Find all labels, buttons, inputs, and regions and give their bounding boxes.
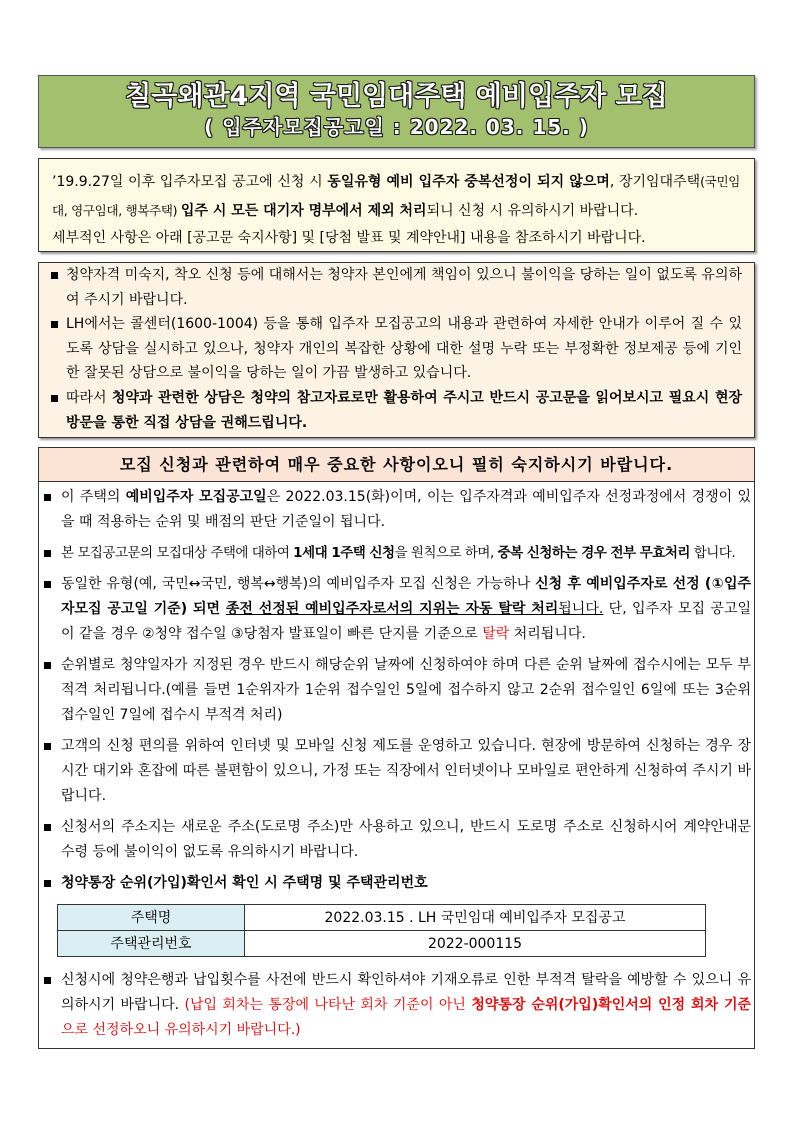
bold-emphasis: 동일유형 예비 입주자 중복선정이 되지 않으며 [327, 174, 610, 190]
list-item [44, 734, 751, 809]
housing-id-value: 2022-000115 [245, 931, 706, 957]
bullet-square-icon [44, 824, 51, 831]
bold-emphasis: 예비입주자 모집공고일 [125, 489, 267, 505]
list-item [44, 968, 751, 1043]
bullet-square-icon [44, 581, 51, 588]
body-text: 고객의 신청 편의를 위하여 인터넷 및 모바일 신청 제도를 운영하고 있습니다. 현장에 방문하여 신청하는 경우 장시간 대기와 혼잡에 따른 불편함이 있으니, 가정 또는 직장에서 인터넷이나 모바일로 편안하게 신청하여 주시기 바랍니다. [61, 738, 751, 804]
bullet-square-icon [44, 662, 51, 669]
section-heading: 모집 신청과 관련하여 매우 중요한 사항이오니 필히 숙지하시기 바랍니다. [39, 448, 754, 482]
page-title: 칠곡왜관4지역 국민임대주택 예비입주자 모집 [125, 81, 668, 112]
list-item [44, 572, 751, 647]
body-text: 단, 입주자 모집 공고일이 같을 경우 ②청약 접수일 ③당첨자 발표일이 빠른 단지를 기준으로 [61, 601, 752, 642]
title-banner [38, 75, 755, 148]
body-text: 신청시에 청약은행과 납입횟수를 사전에 반드시 확인하셔야 기재오류로 인한 부적격 탈락을 예방할 수 있으니 유의하시기 바랍니다. [61, 972, 751, 1013]
duplicate-selection-notice [38, 158, 755, 252]
housing-name-label: 주택명 [58, 905, 245, 931]
list-item [44, 541, 751, 566]
housing-info-table [57, 904, 706, 957]
list-item [51, 263, 742, 312]
body-text: 순위별로 청약일자가 지정된 경우 반드시 해당순위 날짜에 신청하여야 하며 다른 순위 날짜에 접수시에는 모두 부적격 처리됩니다.(예를 들면 1순위자가 1순위 접수일인 5일에 접수하지 않고 2순위 접수일인 6일에 또는 3순위 접수일인 7일에 접수시 부적격 처리) [61, 657, 751, 723]
bullet-square-icon [44, 494, 51, 501]
announcement-date-subtitle: ( 입주자모집공고일 : 2022. 03. 15. ) [204, 115, 589, 139]
bold-emphasis: 중복 신청하는 경우 전부 무효처리 [497, 545, 690, 561]
bullet-square-icon [51, 321, 58, 328]
body-text: ’19.9.27일 이후 입주자모집 공고에 신청 시 [52, 174, 328, 190]
body-text: 세부적인 사항은 아래 [공고문 숙지사항] 및 [당첨 발표 및 계약안내] 내용을 참조하시기 바랍니다. [52, 230, 646, 246]
list-item [44, 485, 751, 535]
bold-emphasis: 1세대 1주택 신청 [293, 545, 395, 561]
bold-emphasis: 청약과 관련한 상담은 청약의 참고자료로만 활용하여 주시고 반드시 공고문을 읽어보시고 필요시 현장방문을 통한 직접 상담을 권해드립니다. [66, 389, 742, 431]
body-text: 청약자격 미숙지, 착오 신청 등에 대해서는 청약자 본인에게 책임이 있으니 불이익을 당하는 일이 없도록 유의하여 주시기 바랍니다. [66, 267, 742, 308]
body-text: 합니다. [689, 545, 736, 561]
bullet-square-icon [44, 743, 51, 750]
bullet-square-icon [44, 550, 51, 557]
housing-id-label: 주택관리번호 [58, 931, 245, 957]
red-warning-text: 탈락 [482, 626, 510, 642]
list-item [44, 871, 751, 896]
body-text: , 장기임대주택 [609, 174, 701, 190]
body-text: 은 2022.03.15(화)이며, 이는 입주자격과 예비입주자 선정과정에서 경쟁이 있을 때 적용하는 순위 및 배점의 판단 기준일이 됩니다. [61, 489, 752, 530]
body-text: 처리됩니다. [509, 626, 586, 642]
red-warning-text: (납입 회차는 통장에 나타난 회차 기준이 아닌 [184, 997, 472, 1013]
notice-paragraph [52, 225, 740, 252]
body-text: 되니 신청 시 유의하시기 바랍니다. [426, 202, 639, 219]
list-item [51, 312, 742, 386]
notice-paragraph [52, 168, 740, 225]
bullet-square-icon [51, 272, 58, 279]
list-item [44, 815, 751, 865]
body-text: 본 모집공고문의 모집대상 주택에 대하여 [61, 545, 294, 561]
body-text: 신청서의 주소지는 새로운 주소(도로명 주소)만 사용하고 있으니, 반드시 도로명 주소로 신청하시어 계약안내문 수령 등에 불이익이 없도록 유의하시기 바랍니다. [61, 819, 751, 860]
bullet-square-icon [44, 880, 51, 887]
important-notice-list [39, 482, 754, 1043]
list-item [44, 653, 751, 728]
body-text: 을 원칙으로 하며, [394, 545, 498, 561]
table-row [58, 905, 706, 931]
bold-underlined-emphasis: 종전 선정된 예비입주자로서의 지위는 자동 탈락 처리 [225, 601, 559, 617]
bold-emphasis: 신청 후 예비입주자로 선정 (①입주자모집 공고일 기준) 되면 [61, 576, 751, 617]
bullet-square-icon [51, 395, 58, 402]
body-text: LH에서는 콜센터(1600-1004) 등을 통해 입주자 모집공고의 내용과 관련하여 자세한 안내가 이루어 질 수 있도록 상담을 실시하고 있으나, 청약자 개인의 복잡한 상황에 대한 설명 누락 또는 부정확한 정보제공 등에 기인한 잘못된 상담으로 불이익을 당하는 일이 가끔 발생하고 있습니다. [66, 316, 742, 382]
table-row [58, 931, 706, 957]
list-item [51, 386, 742, 435]
red-warning-text: 으로 선정하오니 유의하시기 바랍니다.) [61, 1022, 301, 1038]
bullet-square-icon [44, 977, 51, 984]
bold-emphasis: 입주 시 모든 대기자 명부에서 제외 처리 [180, 202, 427, 219]
housing-name-value: 2022.03.15 . LH 국민임대 예비입주자 모집공고 [245, 905, 706, 931]
bold-emphasis: 청약통장 순위(가입)확인서 확인 시 주택명 및 주택관리번호 [61, 875, 428, 891]
red-bold-warning-text: 청약통장 순위(가입)확인서의 인정 회차 기준 [471, 997, 751, 1013]
body-text: 따라서 [66, 389, 112, 406]
important-notice-box [38, 447, 755, 1049]
caution-notice-box [38, 262, 755, 438]
body-text: 이 주택의 [61, 489, 126, 505]
housing-types-note: (국민임대, 영구임대, 행복주택) [52, 174, 740, 218]
body-text: 동일한 유형(예, 국민↔국민, 행복↔행복)의 예비입주자 모집 신청은 가능하나 [61, 576, 536, 592]
underlined-text: 됩니다. [558, 601, 604, 617]
